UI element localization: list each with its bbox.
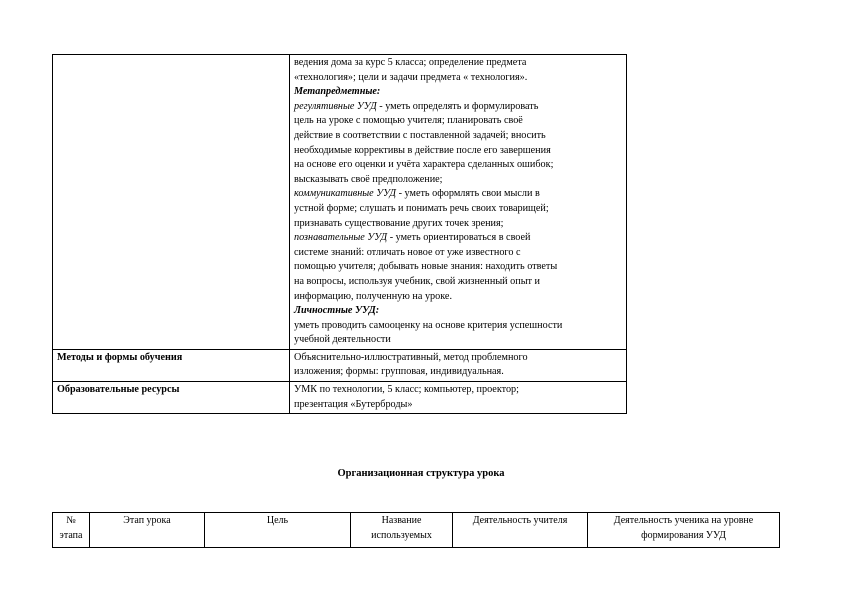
communicative-text: - уметь оформлять свои мысли в <box>396 188 540 200</box>
text-line: презентация «Бутерброды» <box>294 398 413 410</box>
text-line: признавать существование других точек зрения; <box>294 217 504 229</box>
text-line: высказывать своё предположение; <box>294 173 443 185</box>
header-resources-name <box>351 513 453 548</box>
table-row <box>53 349 627 381</box>
text-line: уметь проводить самооценку на основе критерия успешности <box>294 319 563 331</box>
methods-cell <box>290 349 627 381</box>
text-line: необходимые коррективы в действие после его завершения <box>294 144 551 156</box>
resources-label: Образовательные ресурсы <box>53 382 290 414</box>
results-cell <box>290 55 627 350</box>
header-text: этапа <box>59 529 83 541</box>
table-row <box>53 55 627 350</box>
text-line: УМК по технологии, 5 класс; компьютер, проектор; <box>294 384 519 396</box>
text-line: устной форме; слушать и понимать речь своих товарищей; <box>294 202 549 214</box>
communicative-term: коммуникативные УУД <box>294 188 397 200</box>
cognitive-term: познавательные УУД <box>294 232 388 244</box>
communicative-line <box>294 187 622 202</box>
text-line: цель на уроке с помощью учителя; планировать своё <box>294 115 523 127</box>
methods-label: Методы и формы обучения <box>53 349 290 381</box>
text-line: информацию, полученную на уроке. <box>294 290 453 302</box>
text-line: изложения; формы: групповая, индивидуальная. <box>294 366 504 378</box>
text-line: Объяснительно-иллюстративный, метод проблемного <box>294 351 528 363</box>
text-line: на вопросы, используя учебник, свой жизненный опыт и <box>294 275 541 287</box>
header-text: Цель <box>266 515 289 526</box>
header-text: Деятельность учителя <box>472 515 568 526</box>
text-line: ведения дома за курс 5 класса; определение предмета <box>294 57 527 68</box>
text-line: действие в соответствии с поставленной задачей; вносить <box>294 129 546 141</box>
header-goal <box>205 513 351 548</box>
header-text: Этап урока <box>123 515 171 526</box>
table-row <box>53 382 627 414</box>
header-text: Название <box>381 515 422 526</box>
regulative-term: регулятивные УУД <box>294 100 377 112</box>
header-stage <box>90 513 205 548</box>
cognitive-line <box>294 231 622 246</box>
table-header-row <box>53 513 780 548</box>
empty-label-cell <box>53 55 290 350</box>
header-teacher-activity <box>453 513 588 548</box>
header-text: Деятельность ученика на уровне <box>613 515 754 526</box>
text-line: «технология»; цели и задачи предмета « технология». <box>294 71 528 83</box>
regulative-text: - уметь определять и формулировать <box>376 100 539 112</box>
resources-cell <box>290 382 627 414</box>
meta-heading: Метапредметные: <box>294 86 381 98</box>
cognitive-text: - уметь ориентироваться в своей <box>387 232 531 244</box>
text-line: системе знаний: отличать новое от уже известного с <box>294 246 521 258</box>
regulative-line <box>294 100 622 115</box>
header-student-activity <box>588 513 780 548</box>
lesson-structure-table <box>52 512 780 548</box>
lesson-info-table <box>52 54 627 414</box>
header-text: формирования УУД <box>641 529 726 541</box>
section-title: Организационная структура урока <box>337 468 505 479</box>
header-text: № <box>66 515 76 526</box>
text-line: учебной деятельности <box>294 334 391 346</box>
text-line: на основе его оценки и учёта характера сделанных ошибок; <box>294 159 554 171</box>
header-text: используемых <box>371 529 432 541</box>
text-line: помощью учителя; добывать новые знания: находить ответы <box>294 261 558 273</box>
personal-heading: Личностные УУД: <box>294 305 380 317</box>
header-stage-number <box>53 513 90 548</box>
